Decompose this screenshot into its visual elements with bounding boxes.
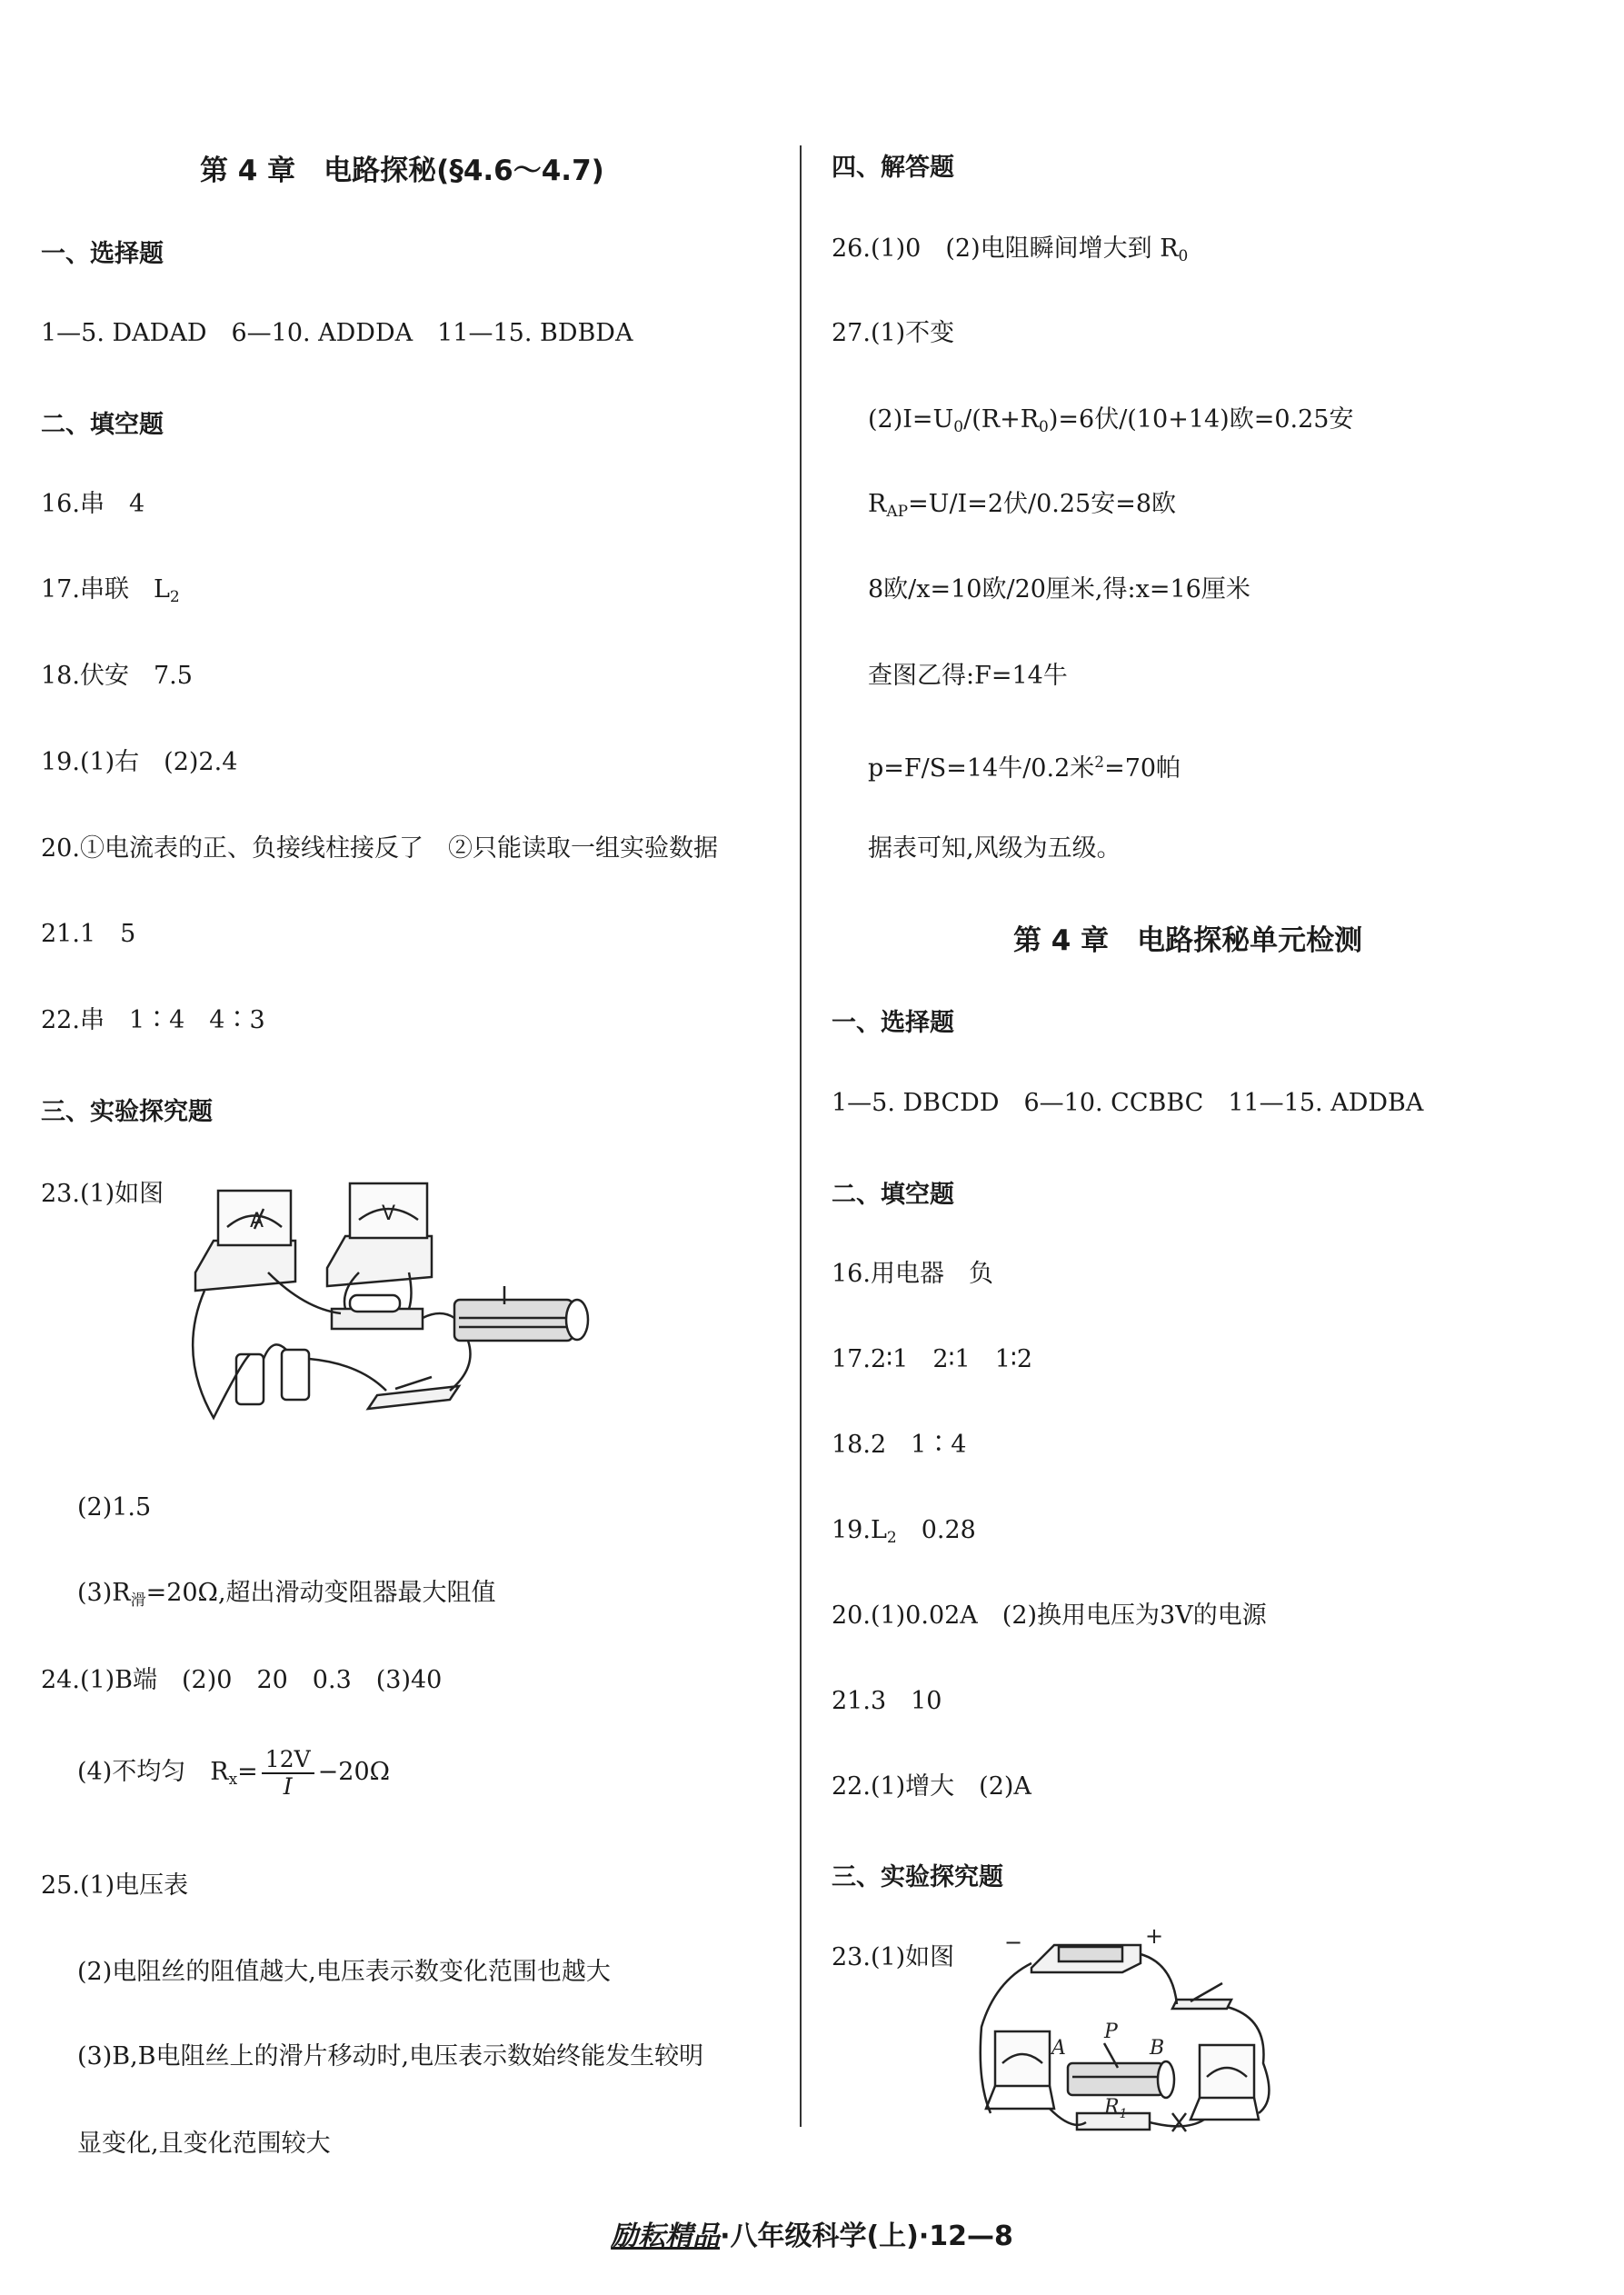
answer-23-1: 23.(1)如图 — [41, 1180, 164, 1208]
section-fill-heading: 二、填空题 — [41, 411, 164, 439]
answer-18-b: 18.2 1∶4 — [832, 1431, 967, 1459]
section-fill-heading-2: 二、填空题 — [832, 1181, 954, 1209]
answer-24-4: (4)不均匀 $R_x=$ $\frac{12V}{I}$ −20Ω — [77, 1745, 391, 1800]
answer-23-2: (2)1.5 — [77, 1493, 152, 1522]
battery-plus-label: + — [1145, 1927, 1164, 1949]
answer-17: 17.串联 $L_2$ — [41, 575, 180, 606]
footer-brand: 励耘精品 — [611, 2220, 721, 2252]
section-choice-heading-2: 一、选择题 — [832, 1009, 954, 1037]
answer-17-b: 17.2∶1 2∶1 1∶2 — [832, 1345, 1033, 1373]
answer-16-b: 16.用电器 负 — [832, 1260, 993, 1288]
resistor-r1-label: $R_1$ — [1104, 2096, 1128, 2121]
answer-23-b: 23.(1)如图 — [832, 1943, 955, 1971]
answer-20-b: 20.(1)0.02A (2)换用电压为3V的电源 — [832, 1602, 1267, 1630]
answer-22-b: 22.(1)增大 (2)A — [832, 1772, 1031, 1801]
chapter-title: 第 4 章 电路探秘(§4.6～4.7) — [200, 155, 604, 187]
voltmeter-label: V — [382, 1202, 396, 1225]
choice-answers-2: 1—5. DBCDD 6—10. CCBBC 11—15. ADDBA — [832, 1089, 1424, 1117]
unit-test-title: 第 4 章 电路探秘单元检测 — [1013, 924, 1363, 957]
answer-23-3: $(3)R_滑=20\Omega$,超出滑动变阻器最大阻值 — [77, 1579, 496, 1610]
slider-p-label: P — [1104, 2021, 1118, 2043]
battery-minus-label: − — [1004, 1930, 1023, 1955]
answer-20: 20.①电流表的正、负接线柱接反了 ②只能读取一组实验数据 — [41, 834, 718, 863]
rheostat-end-b-label: B — [1150, 2037, 1165, 2060]
answer-22: 22.串 1∶4 4∶3 — [41, 1006, 265, 1034]
column-divider — [800, 145, 802, 2127]
answer-19: 19.(1)右 (2)2.4 — [41, 748, 238, 776]
section-experiment-heading-2: 三、实验探究题 — [832, 1863, 1003, 1891]
answer-21: 21.1 5 — [41, 920, 136, 948]
answer-27-4: 8欧/x=10欧/20厘米,得:x=16厘米 — [868, 575, 1250, 604]
answer-27-3: $R_{AP}=U/I=2$伏/0.25安=8欧 — [868, 490, 1177, 521]
circuit-figure-1 — [177, 1172, 613, 1427]
answer-21-b: 21.3 10 — [832, 1687, 942, 1715]
rheostat-end-a-label: A — [1051, 2037, 1066, 2060]
answer-27-2: $(2)I=U_0/(R+R_0)=6$伏/(10+14)欧=0.25安 — [868, 405, 1354, 436]
formula-fraction: $\frac{12V}{I}$ — [262, 1747, 314, 1800]
choice-answers: 1—5. DADAD 6—10. ADDDA 11—15. BDBDA — [41, 319, 633, 347]
answer-25-3-cont: 显变化,且变化范围较大 — [77, 2130, 331, 2158]
section-choice-heading: 一、选择题 — [41, 240, 164, 268]
answer-24-1: 24.(1)B端 (2)0 20 0.3 (3)40 — [41, 1666, 443, 1694]
answer-18: 18.伏安 7.5 — [41, 662, 193, 690]
circuit-figure-2 — [968, 1927, 1295, 2150]
answer-25-1: 25.(1)电压表 — [41, 1871, 189, 1900]
page-footer — [0, 2213, 1624, 2253]
answer-27-6: p=F/S=14牛/0.2米$^2$=70帕 — [868, 753, 1181, 783]
ammeter-label: A — [250, 1210, 264, 1232]
answer-27-7: 据表可知,风级为五级。 — [868, 834, 1121, 863]
footer-page-info: ·八年级科学(上)·12—8 — [720, 2220, 1013, 2252]
section-solve-heading: 四、解答题 — [832, 154, 954, 182]
answer-25-3: (3)B,B电阻丝上的滑片移动时,电压表示数始终能发生较明 — [77, 2042, 704, 2070]
answer-26: 26.(1)0 (2)电阻瞬间增大到 $R_0$ — [832, 234, 1189, 265]
section-experiment-heading: 三、实验探究题 — [41, 1098, 213, 1126]
answer-27-5: 查图乙得:F=14牛 — [868, 662, 1068, 690]
answer-25-2: (2)电阻丝的阻值越大,电压表示数变化范围也越大 — [77, 1958, 611, 1986]
answer-16: 16.串 4 — [41, 490, 145, 518]
answer-19-b: $19.L_2$ 0.28 — [832, 1516, 976, 1547]
answer-27-1: 27.(1)不变 — [832, 319, 955, 347]
